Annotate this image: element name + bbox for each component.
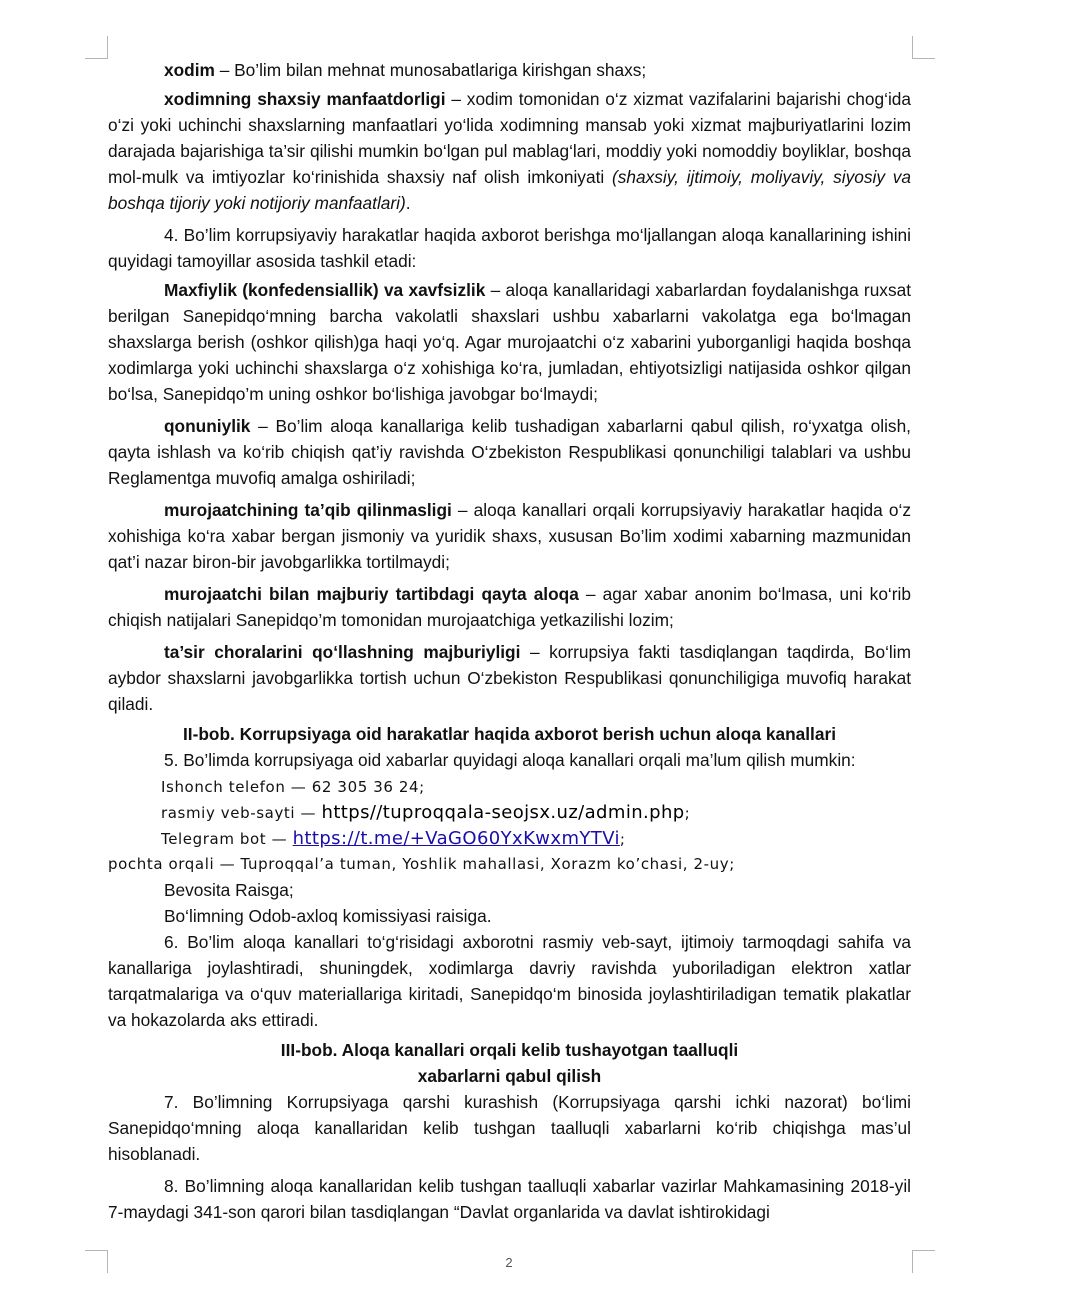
term: murojaatchi bilan majburiy tartibdagi qayta aloqa bbox=[164, 584, 579, 604]
definition: – korrupsiya fakti tasdiqlangan taqdirda, Bo‘lim aybdor shaxslarni javobgarlikka tortish uchun O‘zbekiston Respublikasi qonunchiligiga muvofiq harakat qiladi. bbox=[108, 642, 911, 714]
document-body bbox=[108, 57, 911, 1225]
chapter-heading-3-line-1: III-bob. Aloqa kanallari orqali kelib tushayotgan taalluqli bbox=[280, 1040, 739, 1060]
paragraph-6: 6. Bo’lim aloqa kanallari to‘g‘risidagi axborotni rasmiy veb-sayt, ijtimoiy tarmoqdagi sahifa va kanallariga joylashtiradi, shuningdek, xodimlarga davriy ravishda yuboriladigan elektron xatlar tarqatmalariga va o‘quv materiallariga kiritadi, Sanepidqo‘m binosida joylashtiriladigan tematik plakatlar va hokazolarda aks ettiradi. bbox=[108, 932, 911, 1030]
paragraph-taqib bbox=[108, 497, 911, 575]
definition: – aloqa kanallari orqali korrupsiyaviy harakatlar haqida o‘z xohishiga ko‘ra xabar bergan jismoniy va yuridik shaxs, xususan Bo’lim xodimi xabarning mazmunidan qat’i nazar biron-bir javobgarlikka tortilmaydi; bbox=[108, 500, 911, 572]
channel-raisga: Bevosita Raisga; bbox=[164, 880, 294, 900]
channel-end: ; bbox=[684, 804, 691, 822]
definition: – Bo’lim bilan mehnat munosabatlariga kirishgan shaxs; bbox=[214, 60, 647, 80]
paragraph-shaxsiy-manfaatdorlik bbox=[108, 86, 911, 216]
paragraph-8: 8. Bo’limning aloqa kanallaridan kelib tushgan taalluqli xabarlar vazirlar Mahkamasining 2018-yil 7-maydagi 341-son qarori bilan tasdiqlangan “Davlat organlarida va davlat ishtirokidagi bbox=[108, 1176, 911, 1222]
channel-odob-axloq-komissiyasi: Bo‘limning Odob-axloq komissiyasi raisiga. bbox=[164, 906, 492, 926]
channel-telegram bbox=[108, 826, 911, 852]
channel-label: rasmiy veb-sayti — bbox=[161, 804, 322, 822]
definition: – xodim tomonidan o‘z xizmat vazifalarini bajarishi chog‘ida o‘zi yoki uchinchi shaxslarning manfaatlari yo‘lida xodimning mansab yoki xizmat majburiyatlarini lozim darajada bajarishiga ta’sir qilishi mumkin bo‘lgan pul mablag‘lari, moddiy yoki nomoddiy boyliklar, boshqa mol-mulk va imtiyozlar ko‘rinishida shaxsiy naf olish imkoniyati bbox=[108, 89, 912, 187]
channel-website bbox=[108, 800, 911, 826]
definition-end: . bbox=[405, 193, 411, 213]
term: ta’sir choralarini qo‘llashning majburiyligi bbox=[164, 642, 521, 662]
paragraph-xodim bbox=[108, 57, 911, 83]
term: qonuniylik bbox=[164, 416, 251, 436]
channel-label: Telegram bot — bbox=[161, 830, 293, 848]
term: xodimning shaxsiy manfaatdorligi bbox=[164, 89, 446, 109]
paragraph-4: 4. Bo’lim korrupsiyaviy harakatlar haqida axborot berishga mo‘ljallangan aloqa kanallarining ishini quyidagi tamoyillar asosida tashkil etadi: bbox=[108, 225, 911, 271]
telegram-link[interactable]: https://t.me/+VaGO60YxKwxmYTVi bbox=[292, 828, 620, 849]
page-number: 2 bbox=[505, 1255, 513, 1270]
paragraph-5: 5. Bo’limda korrupsiyaga oid xabarlar quyidagi aloqa kanallari orqali ma’lum qilish mumkin: bbox=[164, 750, 856, 770]
paragraph-tasir-choralari bbox=[108, 639, 911, 717]
channel-post: pochta orqali — Tuproqqal’a tuman, Yoshlik mahallasi, Xorazm ko’chasi, 2-uy; bbox=[108, 855, 735, 873]
channel-end: ; bbox=[619, 830, 626, 848]
corner-mark-top-left bbox=[85, 36, 108, 59]
website-url: https//tuproqqala-seojsx.uz/admin.php bbox=[321, 802, 685, 823]
term: Maxfiylik (konfedensiallik) va xavfsizlik bbox=[164, 280, 486, 300]
definition: – aloqa kanallaridagi xabarlardan foydalanishga ruxsat berilgan Sanepidqo‘mning barcha vakolatli shaxslari ushbu xabarlarni vakolatga ega bo‘lmagan shaxslarga berish (oshkor qilish)ga haqi yo‘q. Agar murojaatchi o‘z xabarini yuborganligi haqida boshqa xodimlarga yoki uchinchi shaxslarga o‘z xohishiga ko‘ra, jumladan, ehtiyotsizligi natijasida oshkor qilgan bo‘lsa, Sanepidqo’m uning oshkor bo‘lishiga javobgar bo‘lmaydi; bbox=[108, 280, 911, 404]
chapter-heading-3-line-2: xabarlarni qabul qilish bbox=[417, 1066, 602, 1086]
definition-italic: (shaxsiy, ijtimoiy, moliyaviy, siyosiy va boshqa tijoriy yoki notijoriy manfaatlari) bbox=[108, 167, 911, 213]
paragraph-7: 7. Bo’limning Korrupsiyaga qarshi kurashish (Korrupsiyaga qarshi ichki nazorat) bo‘limi Sanepidqo‘mning aloqa kanallaridan kelib tushgan taalluqli xabarlarni ko‘rib chiqishga mas’ul hisoblanadi. bbox=[108, 1092, 911, 1164]
definition: – agar xabar anonim bo‘lmasa, uni ko‘rib chiqish natijalari Sanepidqo’m tomonidan murojaatchiga yetkazilishi lozim; bbox=[108, 584, 911, 630]
definition: – Bo’lim aloqa kanallariga kelib tushadigan xabarlarni qabul qilish, ro‘yxatga olish, qayta ishlash va ko‘rib chiqish qat’iy ravishda O‘zbekiston Respublikasi qonunchiligi talablari va ushbu Reglamentga muvofiq amalga oshiriladi; bbox=[108, 416, 911, 488]
paragraph-qayta-aloqa bbox=[108, 581, 911, 633]
paragraph-qonuniylik bbox=[108, 413, 911, 491]
channel-label: Ishonch telefon — bbox=[161, 778, 312, 796]
chapter-heading-2: II-bob. Korrupsiyaga oid harakatlar haqida axborot berish uchun aloqa kanallari bbox=[183, 724, 836, 744]
term: murojaatchining ta’qib qilinmasligi bbox=[164, 500, 452, 520]
phone-number: 62 305 36 24; bbox=[311, 778, 425, 796]
corner-mark-top-right bbox=[912, 36, 935, 59]
term: xodim bbox=[164, 60, 215, 80]
paragraph-maxfiylik bbox=[108, 277, 911, 407]
channel-phone bbox=[108, 775, 911, 800]
